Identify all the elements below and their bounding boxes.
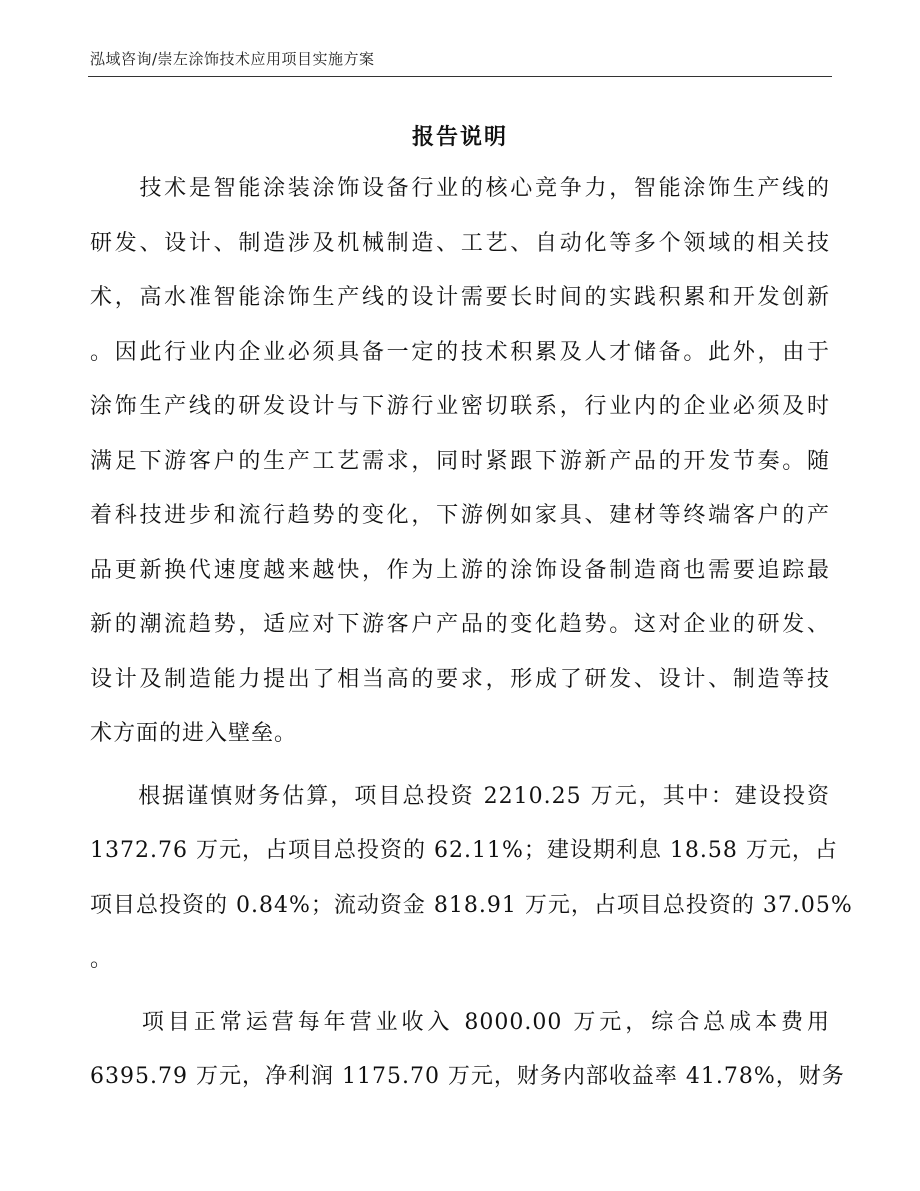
text-line: 术，高水准智能涂饰生产线的设计需要长时间的实践积累和开发创新 <box>90 285 830 310</box>
text-line: 涂饰生产线的研发设计与下游行业密切联系，行业内的企业必须及时 <box>90 394 830 419</box>
text-line: 项目总投资的 0.84%；流动资金 818.91 万元，占项目总投资的 37.05% <box>90 892 853 918</box>
text-line: 根据谨慎财务估算，项目总投资 2210.25 万元，其中：建设投资 <box>90 783 830 809</box>
text-line: 设计及制造能力提出了相当高的要求，形成了研发、设计、制造等技 <box>90 666 830 692</box>
text-line: 研发、设计、制造涉及机械制造、工艺、自动化等多个领域的相关技 <box>90 230 830 256</box>
page-title: 报告说明 <box>411 125 508 150</box>
paragraph-operations <box>90 996 845 1105</box>
text-line: 品更新换代速度越来越快，作为上游的涂饰设备制造商也需要追踪最 <box>90 557 830 583</box>
text-line: 技术是智能涂装涂饰设备行业的核心竞争力，智能涂饰生产线的 <box>90 176 830 201</box>
text-line: 满足下游客户的生产工艺需求，同时紧跟下游新产品的开发节奏。随 <box>90 448 830 474</box>
header-divider <box>88 76 832 77</box>
text-line: 。因此行业内企业必须具备一定的技术积累及人才储备。此外，由于 <box>90 339 830 365</box>
page-header: 泓域咨询/崇左涂饰技术应用项目实施方案 <box>90 50 375 68</box>
paragraph-technology <box>90 162 830 762</box>
document-body <box>90 162 853 1105</box>
text-line: 着科技进步和流行趋势的变化，下游例如家具、建材等终端客户的产 <box>90 503 830 528</box>
text-line: 项目正常运营每年营业收入 8000.00 万元，综合总成本费用 <box>90 1009 830 1035</box>
text-line: 。 <box>90 947 114 972</box>
text-line: 6395.79 万元，净利润 1175.70 万元，财务内部收益率 41.78%，财务 <box>90 1064 845 1089</box>
text-line: 新的潮流趋势，适应对下游客户产品的变化趋势。这对企业的研发、 <box>90 612 830 637</box>
paragraph-investment <box>90 770 853 988</box>
text-line: 术方面的进入壁垒。 <box>90 721 298 746</box>
text-line: 1372.76 万元，占项目总投资的 62.11%；建设期利息 18.58 万元，占 <box>90 838 838 863</box>
